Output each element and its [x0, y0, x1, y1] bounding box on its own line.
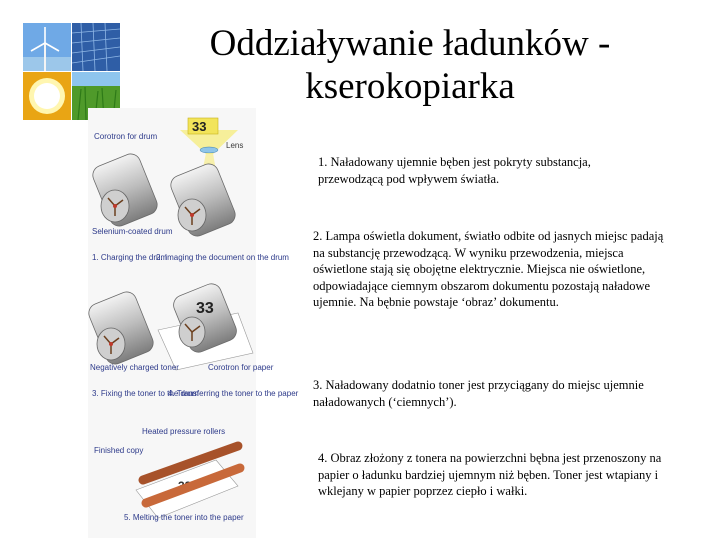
paragraph-step4: 4. Obraz złożony z tonera na powierzchni bębna jest przenoszony na papier o ładunku bardziej ujemnym niż bęben. Toner jest wtapiany i wklejany w papier poprzez ciepło i wałki.	[318, 451, 662, 498]
photocopier-process-illustration	[88, 108, 299, 538]
label-step2: 2. Imaging the document on the drum	[156, 253, 289, 262]
svg-text:33: 33	[196, 300, 214, 317]
label-step5: 5. Melting the toner into the paper	[124, 513, 244, 522]
paragraph-step2: 2. Lampa oświetla dokument, światło odbite od jasnych miejsc padają na substancję przewodzącą. W wyniku przewodzenia, miejsca oświetlone stają się obojętne elektrycznie. Miejsca nie oświetlone, odpowiadające ciemnym obszarom dokumentu pozostają naładowe ujemnie. Na bębnie powstaje ‘obraz’ dokumentu.	[313, 229, 664, 309]
label-step4: 4. Transferring the toner to the paper	[168, 389, 299, 398]
paragraph-step3: 3. Naładowany dodatnio toner jest przyciągany do miejsc ujemnie naładowanych (‘ciemnych’).	[313, 378, 644, 409]
lens-icon	[200, 147, 218, 153]
label-step3: 3. Fixing the toner to the drum	[92, 389, 199, 398]
label-negative-toner: Negatively charged toner	[90, 363, 179, 372]
label-selenium: Selenium-coated drum	[92, 227, 173, 236]
page-title: Oddziaływanie ładunków - kserokopiarka	[209, 23, 611, 107]
renewable-energy-collage-icon	[23, 23, 120, 120]
label-step1: 1. Charging the drum	[92, 253, 168, 262]
label-finished-copy: Finished copy	[94, 446, 144, 455]
label-corotron-paper: Corotron for paper	[208, 363, 274, 372]
svg-text:33: 33	[192, 119, 207, 134]
label-heated-rollers: Heated pressure rollers	[142, 427, 226, 436]
label-corotron-drum: Corotron for drum	[94, 132, 158, 141]
paragraph-step1: 1. Naładowany ujemnie bęben jest pokryty substancja, przewodzącą pod wpływem światła.	[318, 155, 591, 186]
label-lens: Lens	[226, 141, 244, 150]
